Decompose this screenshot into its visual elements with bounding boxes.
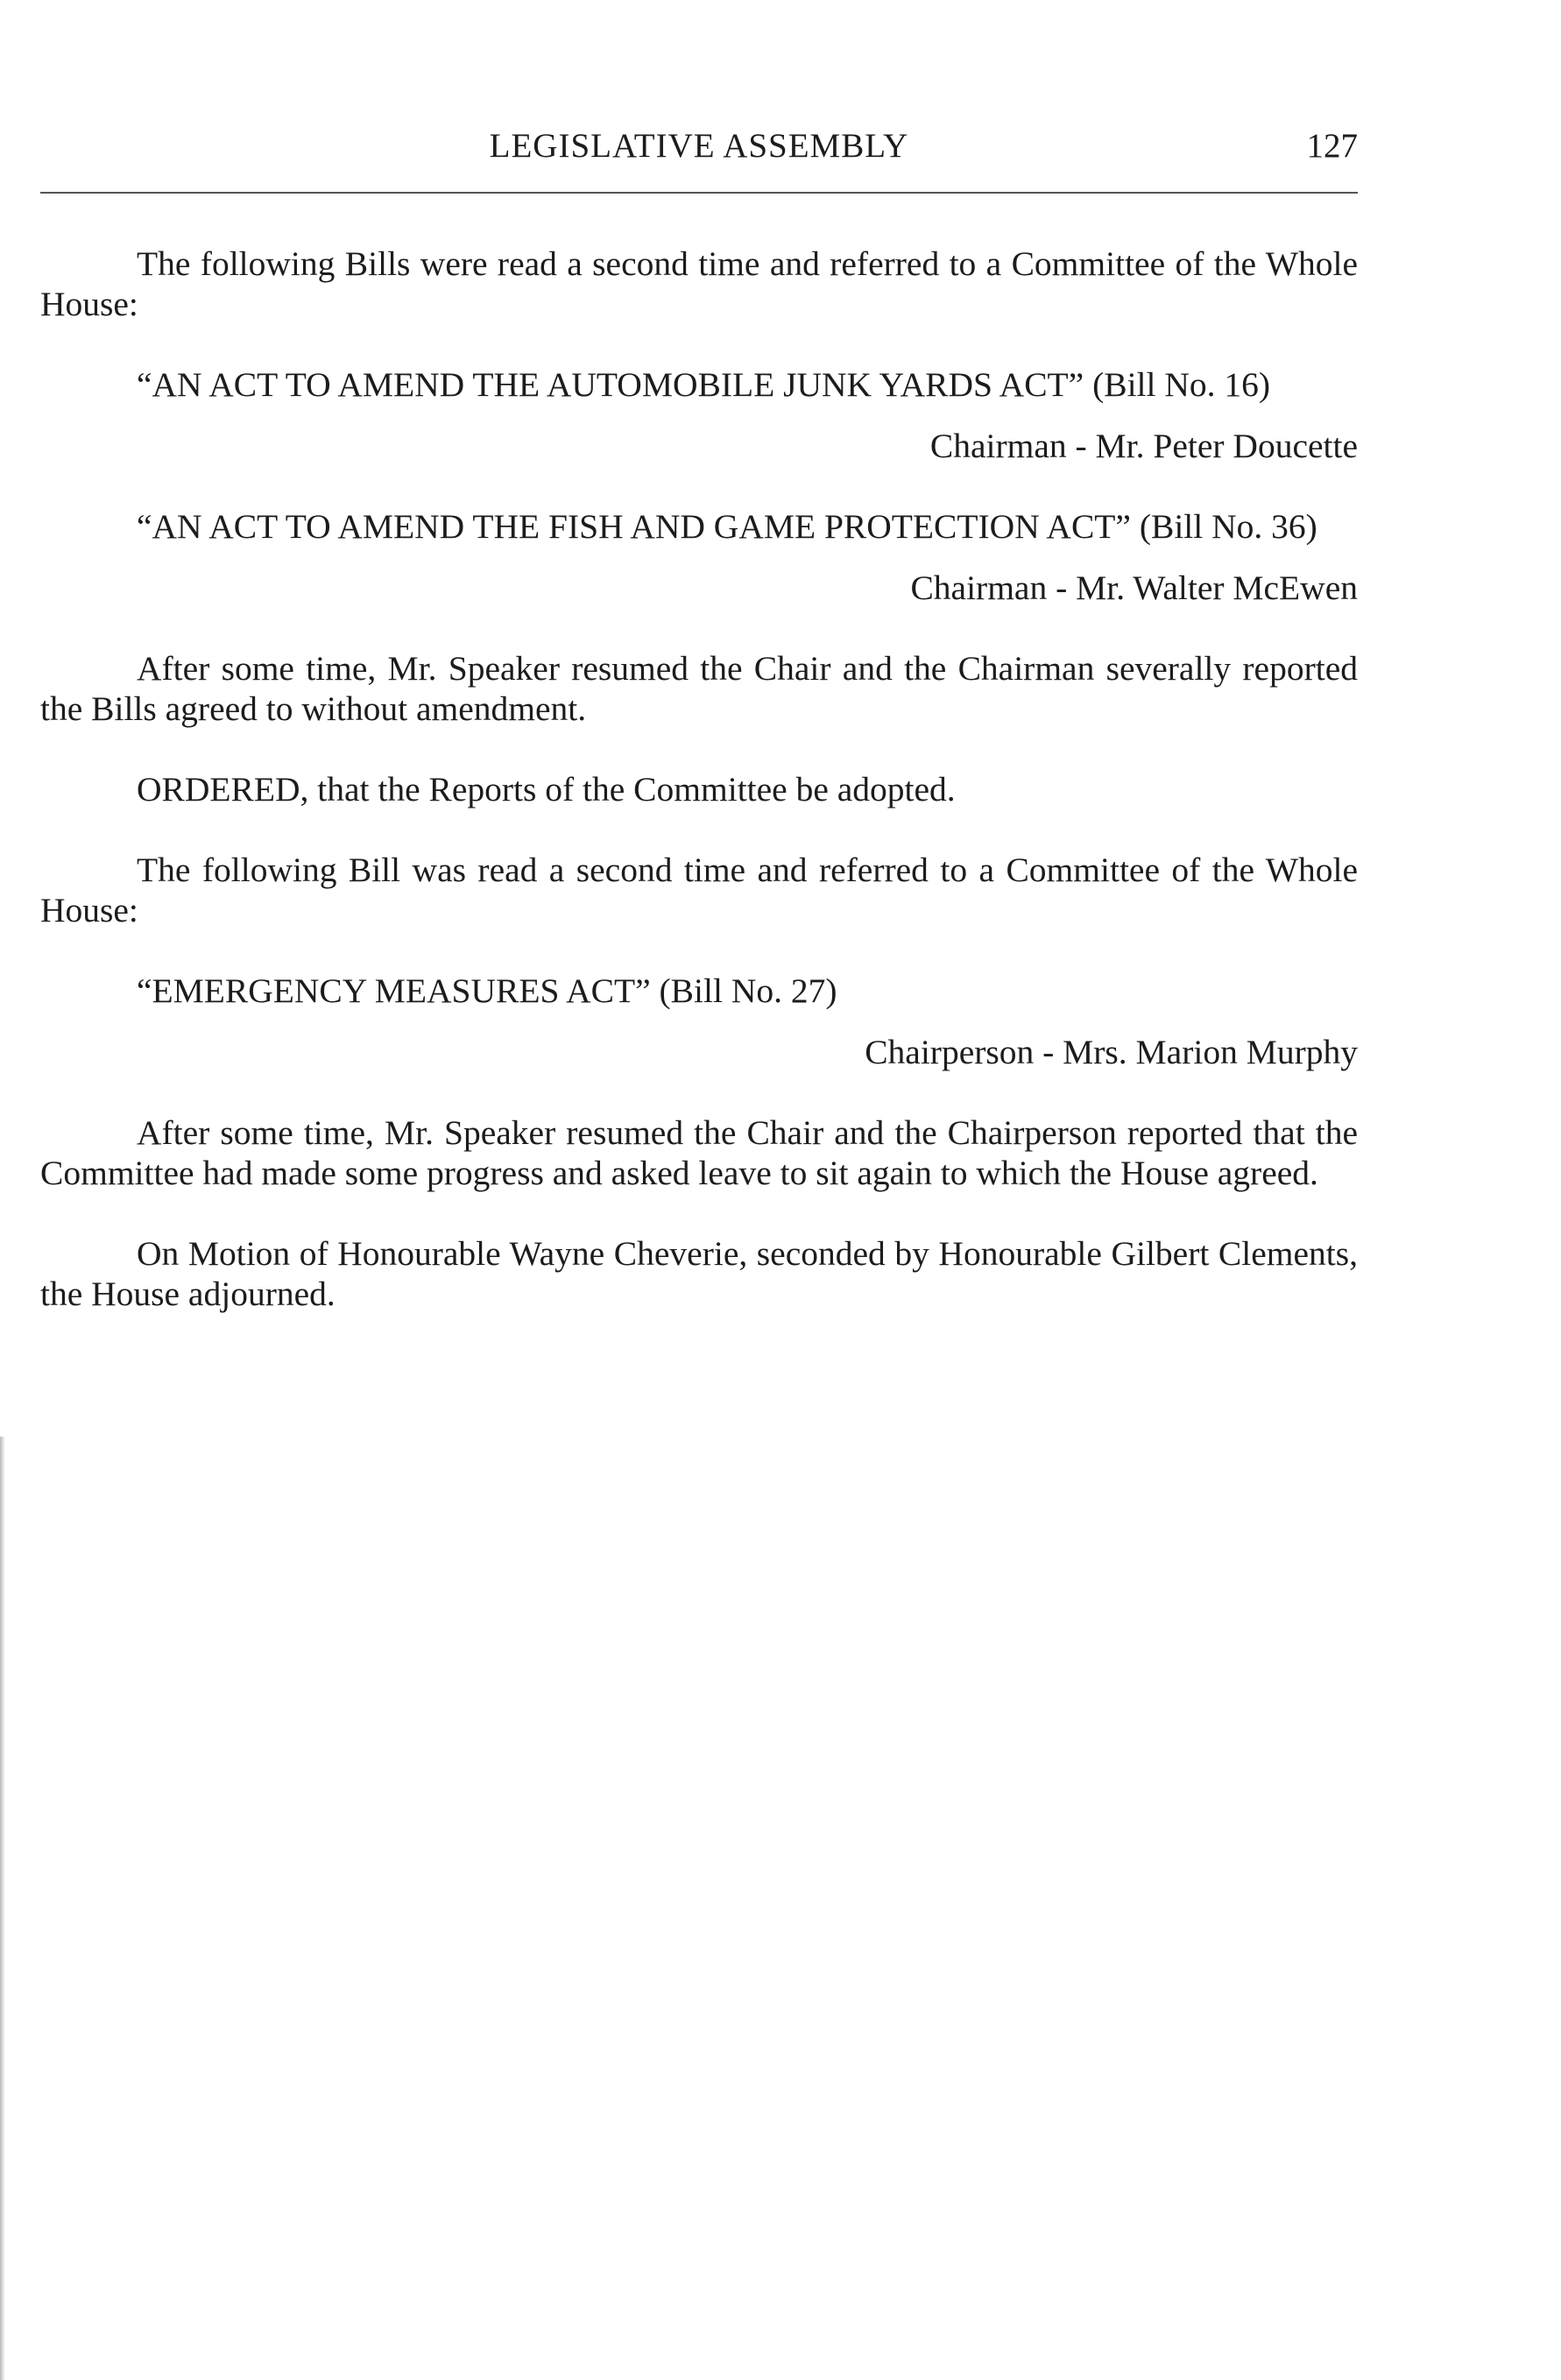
paragraph-ordered: ORDERED, that the Reports of the Committee be adopted. <box>137 770 956 809</box>
paragraph-progress-reported: After some time, Mr. Speaker resumed the Chair and the Chairperson reported that the Committee had made some progress and asked leave to sit again to which the House agreed. <box>40 1113 1358 1192</box>
paragraph-bills-referred: The following Bills were read a second time and referred to a Committee of the Whole House: <box>40 244 1358 323</box>
chairman-line-1: Chairman - Mr. Peter Doucette <box>929 427 1358 465</box>
journal-body <box>40 244 1358 1354</box>
bill-title-fish-and-game: “AN ACT TO AMEND THE FISH AND GAME PROTECTION ACT” (Bill No. 36) <box>137 507 1317 546</box>
paragraph-bill-referred: The following Bill was read a second time and referred to a Committee of the Whole House: <box>40 851 1358 929</box>
running-title: LEGISLATIVE ASSEMBLY <box>489 127 909 165</box>
page-header <box>40 123 1358 175</box>
header-rule <box>40 192 1358 194</box>
paragraph-bills-reported: After some time, Mr. Speaker resumed the Chair and the Chairman severally reported the Bills agreed to without amendment. <box>40 649 1358 728</box>
page-number: 127 <box>1306 127 1358 165</box>
bill-title-junk-yards: “AN ACT TO AMEND THE AUTOMOBILE JUNK YARDS ACT” (Bill No. 16) <box>137 365 1271 404</box>
chairman-line-2: Chairman - Mr. Walter McEwen <box>910 569 1358 607</box>
paragraph-adjournment: On Motion of Honourable Wayne Cheverie, seconded by Honourable Gilbert Clements, the House adjourned. <box>40 1234 1358 1313</box>
bill-title-emergency-measures: “EMERGENCY MEASURES ACT” (Bill No. 27) <box>137 971 837 1010</box>
chairperson-line: Chairperson - Mrs. Marion Murphy <box>865 1033 1358 1071</box>
scan-edge-shadow <box>0 1437 5 2380</box>
